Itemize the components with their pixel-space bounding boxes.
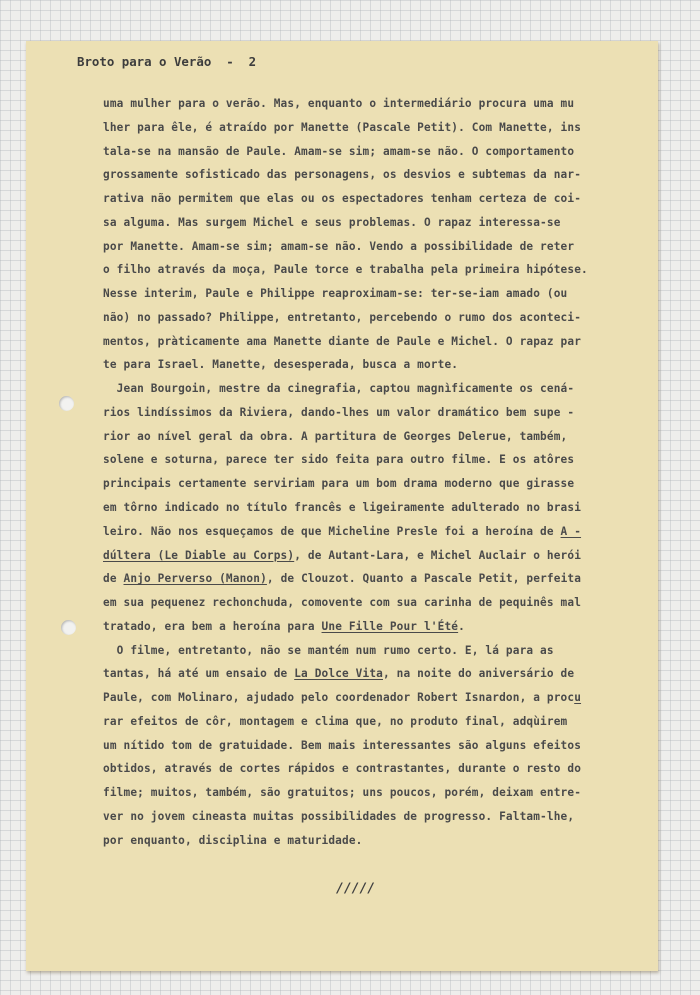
text-line [103,615,633,639]
review-text [103,92,633,853]
text-run: obtidos, através de cortes rápidos e contrastantes, durante o resto do [103,762,582,776]
text-run: . [458,619,465,633]
text-line [103,829,633,853]
text-line [103,401,633,425]
text-line [103,116,633,140]
text-run: rios lindíssimos da Riviera, dando-lhes um valor dramático bem supe - [103,405,575,419]
text-run: solene e soturna, parece ter sido feita para outro filme. E os atôres [103,453,575,467]
text-line [103,781,633,805]
text-run: o filho através da moça, Paule torce e trabalha pela primeira hipótese. [103,263,588,277]
text-run: O filme, entretanto, não se mantém num rumo certo. E, lá para as [103,643,554,657]
text-line [103,591,633,615]
text-line [103,187,633,211]
text-line [103,472,633,496]
text-run: rior ao nível geral da obra. A partitura de Georges Delerue, também, [103,429,568,443]
text-run: tala-se na mansão de Paule. Amam-se sim; amam-se não. O comportamento [103,144,575,158]
text-line [103,282,633,306]
end-mark: ///// [336,881,376,896]
text-line [103,163,633,187]
text-run: grossamente sofisticado das personagens, os desvios e subtemas da nar- [103,168,582,182]
underlined-title: A - [560,524,582,538]
text-line [103,306,633,330]
text-line [103,496,633,520]
text-line [103,353,633,377]
text-line [103,544,633,568]
text-run: , de Autant-Lara, e Michel Auclair o herói [294,548,582,562]
text-line [103,92,633,116]
underlined-title: Anjo Perverso (Manon) [123,572,267,586]
text-run: Jean Bourgoin, mestre da cinegrafia, captou magnìficamente os cená- [103,382,575,396]
underlined-title: Une Fille Pour l'Été [321,619,459,633]
text-run: sa alguma. Mas surgem Michel e seus problemas. O rapaz interessa-se [103,215,561,229]
punch-hole-bottom [61,620,76,635]
text-run: leiro. Não nos esqueçamos de que Micheline Presle foi a heroína de [103,524,561,538]
text-run: rativa não permitem que elas ou os espectadores tenham certeza de coi- [103,192,582,206]
text-run: não) no passado? Philippe, entretanto, percebendo o rumo dos aconteci- [103,310,582,324]
text-run: em tôrno indicado no título francês e ligeiramente adulterado no brasi [103,501,582,515]
text-line [103,662,633,686]
text-run: mentos, pràticamente ama Manette diante de Paule e Michel. O rapaz par [103,334,582,348]
text-line [103,520,633,544]
text-line [103,805,633,829]
text-run: ver no jovem cineasta muitas possibilidades de progresso. Faltam-lhe, [103,809,575,823]
text-run: rar efeitos de côr, montagem e clima que, no produto final, adqùirem [103,714,568,728]
text-line [103,425,633,449]
text-line [103,258,633,282]
text-line [103,686,633,710]
text-run: Paule, com Molinaro, ajudado pelo coordenador Robert Isnardon, a proc [103,691,575,705]
text-line [103,710,633,734]
punch-hole-top [59,396,74,411]
text-line [103,567,633,591]
text-run: Nesse interim, Paule e Philippe reaproximam-se: ter-se-iam amado (ou [103,287,568,301]
text-run: te para Israel. Manette, desesperada, busca a morte. [103,358,459,372]
text-line [103,448,633,472]
text-run: , na noite do aniversário de [383,667,575,681]
text-line [103,734,633,758]
text-run: , de Clouzot. Quanto a Pascale Petit, perfeita [266,572,582,586]
text-run: tratado, era bem a heroína para [103,619,322,633]
text-run: principais certamente serviriam para um bom drama moderno que girasse [103,477,575,491]
page-header: Broto para o Verão - 2 [77,54,257,69]
text-line [103,757,633,781]
underlined-title: La Dolce Vita [294,667,383,681]
text-run: por enquanto, disciplina e maturidade. [103,833,363,847]
text-line [103,211,633,235]
text-line [103,330,633,354]
text-run: tantas, há até um ensaio de [103,667,295,681]
text-line [103,235,633,259]
text-line [103,140,633,164]
text-run: uma mulher para o verão. Mas, enquanto o intermediário procura uma mu [103,97,575,110]
underlined-title: dúltera (Le Diable au Corps) [103,548,295,562]
text-run: por Manette. Amam-se sim; amam-se não. Vendo a possibilidade de reter [103,239,575,253]
text-run: um nítido tom de gratuidade. Bem mais interessantes são alguns efeitos [103,738,582,752]
text-run: filme; muitos, também, são gratuitos; uns poucos, porém, deixam entre- [103,786,582,800]
text-run: lher para êle, é atraído por Manette (Pascale Petit). Com Manette, ins [103,120,582,134]
underlined-title: u [574,691,582,705]
text-run: de [103,572,124,586]
text-line [103,639,633,663]
text-line [103,377,633,401]
text-run: em sua pequenez rechonchuda, comovente com sua carinha de pequinês mal [103,596,582,610]
